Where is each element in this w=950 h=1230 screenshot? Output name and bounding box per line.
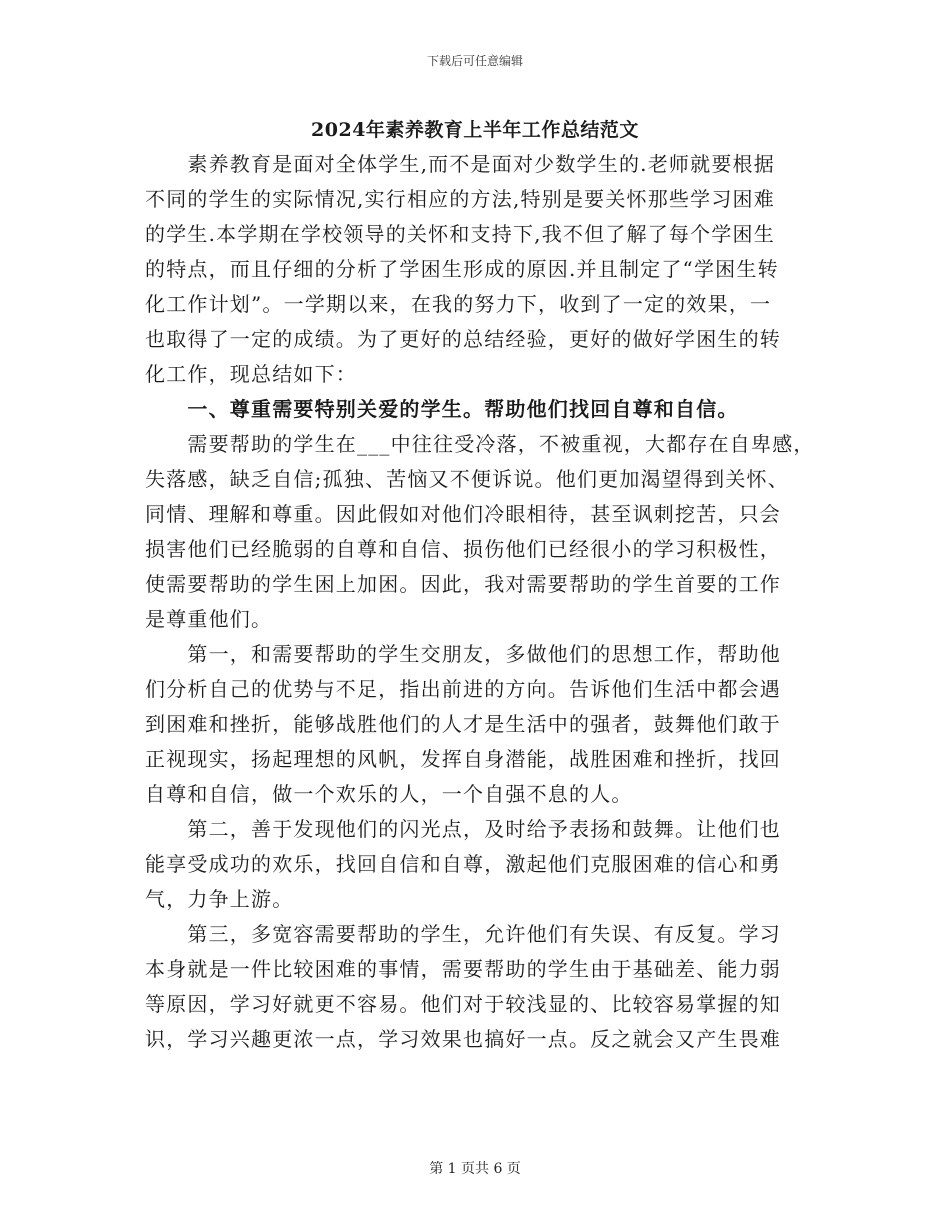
section-heading: 一、尊重需要特别关爱的学生。帮助他们找回自尊和自信。 (145, 397, 739, 421)
body-line: 能享受成功的欢乐，找回自信和自尊，激起他们克服困难的信心和勇 (145, 852, 781, 876)
body-line: 的学生.本学期在学校领导的关怀和支持下,我不但了解了每个学困生 (145, 222, 775, 246)
body-line: 第一，和需要帮助的学生交朋友，多做他们的思想工作，帮助他 (145, 642, 781, 666)
body-line: 化工作计划”。一学期以来，在我的努力下，收到了一定的效果，一 (145, 292, 772, 316)
body-line: 失落感，缺乏自信;孤独、苦恼又不便诉说。他们更加渴望得到关怀、 (145, 467, 789, 491)
body-line: 也取得了一定的成绩。为了更好的总结经验，更好的做好学困生的转 (145, 327, 781, 351)
body-line: 气，力争上游。 (145, 887, 294, 911)
body-line: 第二，善于发现他们的闪光点，及时给予表扬和鼓舞。让他们也 (145, 817, 781, 841)
body-line: 是尊重他们。 (145, 607, 273, 631)
body-line: 素养教育是面对全体学生,而不是面对少数学生的.老师就要根据 (145, 152, 775, 176)
body-line: 化工作，现总结如下： (145, 362, 357, 386)
body-line: 不同的学生的实际情况,实行相应的方法,特别是要关怀那些学习困难 (145, 187, 775, 211)
body-line: 正视现实，扬起理想的风帆，发挥自身潜能，战胜困难和挫折，找回 (145, 747, 781, 771)
body-line: 本身就是一件比较困难的事情，需要帮助的学生由于基础差、能力弱 (145, 957, 781, 981)
body-line: 使需要帮助的学生困上加困。因此，我对需要帮助的学生首要的工作 (145, 572, 781, 596)
document-title: 2024年素养教育上半年工作总结范文 (311, 119, 639, 141)
body-line: 第三，多宽容需要帮助的学生，允许他们有失误、有反复。学习 (145, 922, 781, 946)
body-line: 同情、理解和尊重。因此假如对他们冷眼相待，甚至讽刺挖苦，只会 (145, 502, 781, 526)
body-line: 到困难和挫折，能够战胜他们的人才是生活中的强者，鼓舞他们敢于 (145, 712, 781, 736)
body-line: 需要帮助的学生在___中往往受冷落，不被重视，大都存在自卑感， (145, 432, 815, 456)
body-line: 的特点，而且仔细的分析了学困生形成的原因.并且制定了“学困生转 (145, 257, 779, 281)
body-line: 们分析自己的优势与不足，指出前进的方向。告诉他们生活中都会遇 (145, 677, 781, 701)
body-line: 损害他们已经脆弱的自尊和自信、损伤他们已经很小的学习积极性， (145, 537, 781, 561)
header-note: 下载后可任意编辑 (426, 54, 523, 68)
body-line: 识，学习兴趣更浓一点，学习效果也搞好一点。反之就会又产生畏难 (145, 1027, 781, 1051)
body-line: 自尊和自信，做一个欢乐的人，一个自强不息的人。 (145, 782, 633, 806)
page-footer: 第 1 页共 6 页 (429, 1161, 521, 1177)
body-line: 等原因，学习好就更不容易。他们对于较浅显的、比较容易掌握的知 (145, 992, 781, 1016)
